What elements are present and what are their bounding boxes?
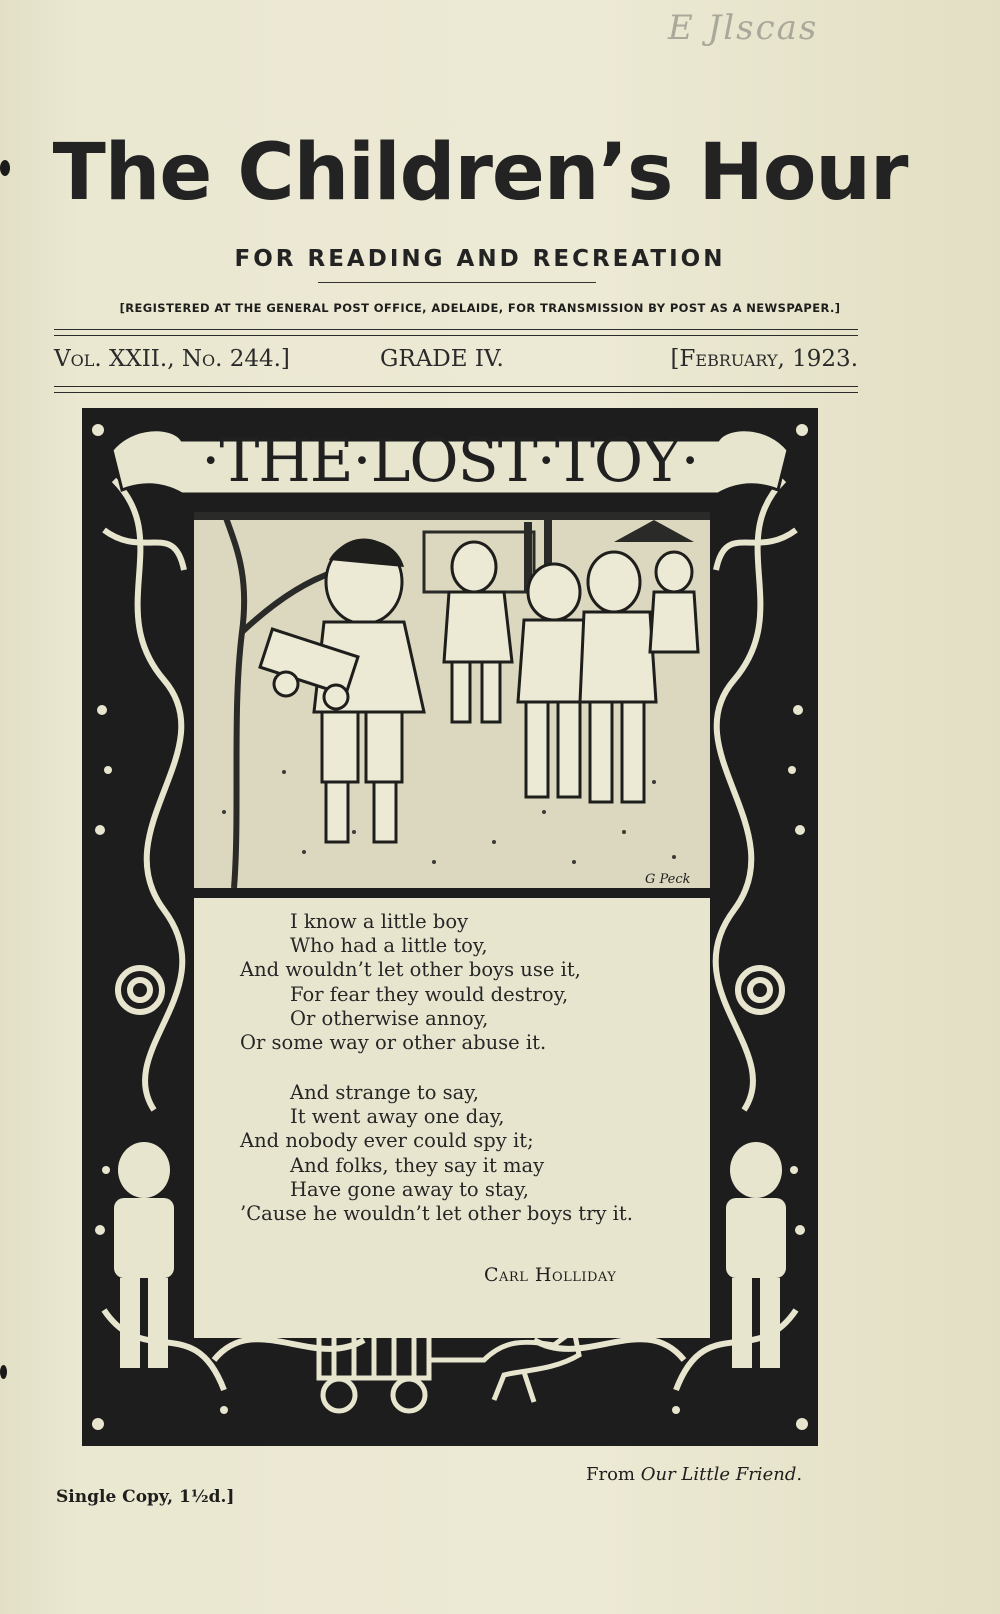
price-label: Single Copy, 1½d.] (56, 1487, 235, 1507)
poem-line: Who had a little toy, (290, 934, 488, 957)
magazine-title: The Children’s Hour (52, 128, 908, 218)
poem-line: It went away one day, (290, 1105, 505, 1128)
title-banner (112, 420, 788, 502)
source-title: Our Little Friend. (640, 1464, 803, 1485)
edge-ink-mark-bottom (0, 1365, 7, 1379)
handwritten-pencil-note: E Jlscas (668, 8, 819, 48)
issue-grade: GRADE IV. (380, 346, 504, 372)
issue-volume: Vol. XXII., No. 244.] (54, 346, 290, 372)
issue-date: [February, 1923. (670, 346, 858, 372)
rule-bottom-2 (54, 392, 858, 393)
poem-line: I know a little boy (290, 910, 469, 933)
rule-top-2 (54, 335, 858, 336)
poem-author: Carl Holliday (484, 1264, 617, 1286)
issue-line (54, 346, 858, 380)
edge-ink-mark-top (0, 160, 10, 176)
artist-signature: G Peck (645, 872, 691, 887)
poem-line: Or some way or other abuse it. (240, 1031, 547, 1054)
poem (194, 898, 710, 1338)
rule-top-1 (54, 329, 858, 330)
poem-panel (194, 898, 710, 1338)
subtitle-underline (318, 282, 596, 283)
magazine-subtitle: FOR READING AND RECREATION (234, 246, 726, 272)
poem-line: And strange to say, (290, 1081, 479, 1104)
poem-line: And folks, they say it may (290, 1154, 545, 1177)
poem-line: And wouldn’t let other boys use it, (240, 958, 581, 981)
poem-line: Or otherwise annoy, (290, 1007, 489, 1030)
feature-title: ·THE·LOST·TOY· (201, 426, 699, 496)
illustration-graphic (194, 512, 710, 888)
story-illustration (194, 512, 710, 888)
source-credit (586, 1464, 802, 1485)
source-prefix: From (586, 1464, 635, 1485)
poem-line: And nobody ever could spy it; (240, 1129, 534, 1152)
rule-bottom-1 (54, 386, 858, 387)
poem-line: Have gone away to stay, (290, 1178, 529, 1201)
poem-line: ’Cause he wouldn’t let other boys try it. (240, 1202, 633, 1225)
registration-notice: [REGISTERED AT THE GENERAL POST OFFICE, ADELAIDE, FOR TRANSMISSION BY POST AS A NEWSPAPER.] (119, 301, 841, 315)
poem-line: For fear they would destroy, (290, 983, 569, 1006)
